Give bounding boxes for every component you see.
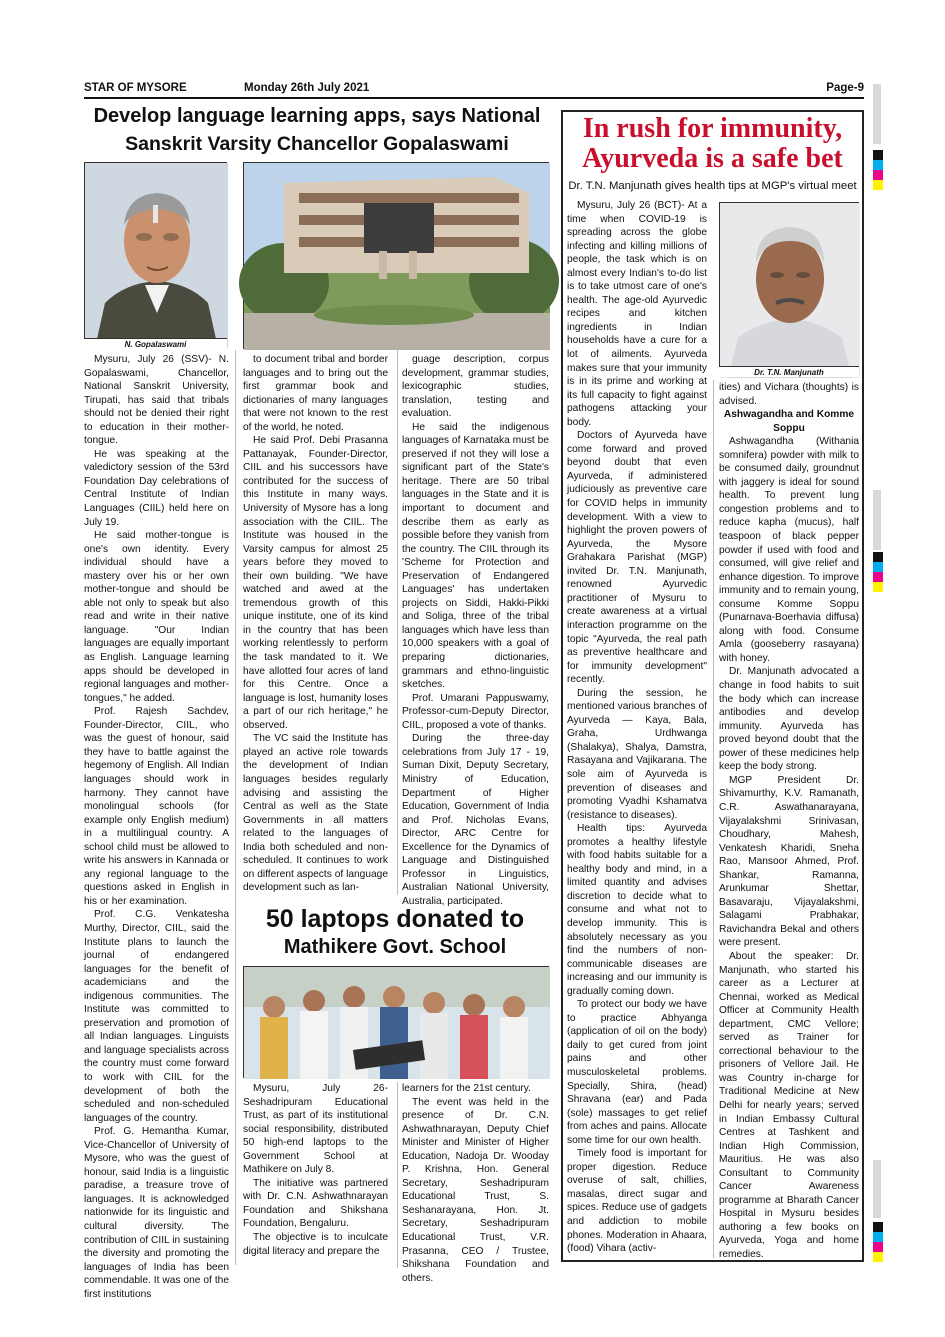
story1-headline-line2: Sanskrit Varsity Chancellor Gopalaswami bbox=[125, 133, 509, 155]
registration-gray-bar-bottom bbox=[873, 1160, 881, 1218]
page-header bbox=[84, 80, 864, 98]
cmyk-marks-3 bbox=[873, 1222, 883, 1262]
story2-paragraph: The objective is to inculcate digital literacy and prepare the bbox=[243, 1232, 388, 1257]
story3-column-1 bbox=[567, 199, 707, 1257]
story3-paragraph: ities) and Vichara (thoughts) is advised. bbox=[719, 382, 859, 407]
story3-paragraph: Ashwagandha (Withania somnifera) powder with milk to be consumed daily, groundnut with jaggery is ideal for sound health. To prevent lung congestion problems and to reduce kapha (mucus), half teaspoon of black pepper powder if used with food and consumed, will give relief and enhance digestion. To improve immunity and to remain young, consume Komme Soppu (Punarnava-Boerhavia diffusa) along with food. Consume Amla (gooseberry rasayana) with honey. bbox=[719, 436, 859, 664]
story1-column-2 bbox=[243, 353, 388, 898]
laptop-donation-photo bbox=[243, 966, 549, 1078]
story1-paragraph: He was speaking at the valedictory session of the 53rd Foundation Day celebrations of Central Institute of Indian Languages (CIIL) held here on July 19. bbox=[84, 448, 229, 528]
cmyk-marks-1 bbox=[873, 150, 883, 190]
story1-paragraph: He said the indigenous languages of Karnataka must be preserved if not they will lose a significant part of the State's heritage. There are 50 tribal languages in the State and it is important to document and describe them as early as possible before they vanish from the country. The CIIL through its 'Scheme for Protection and Preservation of Endangered Languages' has undertaken projects on Siddi, Hakki-Pikki and Soliga, three of the tribal languages which have less than 10,000 speakers with a goal of preparing dictionaries, grammars and ethno-linguistic sketches. bbox=[402, 421, 549, 691]
header-rule bbox=[84, 97, 864, 99]
story3-paragraph: About the speaker: Dr. Manjunath, who started his career as a Lecturer at Chennai, worked as Medical Officer at Community Health department, CMC Vellore; served as Trainer for correctional behaviour to the prisoners of Vellore Jail. He was Country in-charge for Traditional Medicine at New Delhi for nearly years; served in Indian Embassy Cultural Centres at Tashkent and Indian High Commission, Mauritius. He was also Consultant to Community Cancer Awareness programme at Bharath Cancer Hospital in Mysuru besides authoring a few books on Ayurveda, Yoga and home remedies. bbox=[719, 950, 859, 1260]
story2-paragraph: The event was held in the presence of Dr. C.N. Ashwathnarayan, Deputy Chief Minister and Minister of Higher Education, Nadoja Dr. Wooday P. Krishna, Hon. General Secretary, Seshadripuram Educational Trust, S. Seshanarayana, Hon. Jt. Secretary, Seshadripuram Educational Trust, V.R. Prasanna, CEO / Trustee, Shikshana Foundation and others. bbox=[402, 1096, 549, 1284]
manjunath-portrait-illustration bbox=[720, 203, 860, 378]
story2-headline-line2: Mathikere Govt. School bbox=[283, 936, 507, 958]
registration-gray-bar-top bbox=[873, 84, 881, 144]
story3-paragraph: Doctors of Ayurveda have come forward and proved beyond doubt that even Ayurveda, if administered judiciously as preventive care for COVID helps in immunity development. With a view to highlight the proven powers of Ayurveda, the Mysore Grahakara Parishat (MGP) invited Dr. T.N. Manjunath, renowned Ayurvedic practitioner of Mysuru to create awareness at a virtual interaction programme on the topic "Ayurveda, the real path as preventive healthcare and for immunity development" recently. bbox=[567, 430, 707, 686]
laptop-donation-illustration bbox=[244, 967, 550, 1079]
ciil-building-illustration bbox=[244, 163, 550, 350]
story3-headline bbox=[561, 114, 864, 174]
story2-paragraph: The initiative was partnered with Dr. C.N. Ashwathnarayan Foundation and Shikshana Foundation, Bengaluru. bbox=[243, 1177, 388, 1230]
story1-paragraph: Prof. Umarani Pappuswamy, Professor-cum-Deputy Director, CIIL, proposed a vote of thanks. bbox=[402, 692, 549, 731]
story1-column-1 bbox=[84, 353, 229, 1300]
story1-paragraph: guage description, corpus development, grammar studies, lexicographic studies, translation, testing and evaluation. bbox=[402, 354, 549, 420]
story2-paragraph: learners for the 21st century. bbox=[402, 1083, 531, 1094]
ciil-building-photo bbox=[243, 162, 549, 349]
story1-paragraph: Prof. C.G. Venkatesha Murthy, Director, CIIL, said the Institute plans to launch the journal of endangered languages for the benefit of academicians and the indigenous communities. The Institute was committed to preservation and promotion of all Indian languages. Linguists and language specialists across the country must come forward to work with CIIL for the development of both the scheduled and non-scheduled languages of the country. bbox=[84, 909, 229, 1124]
page-number: Page-9 bbox=[826, 82, 864, 94]
story1-paragraph: Prof. G. Hemantha Kumar, Vice-Chancellor of University of Mysore, who was the guest of honour, said India is a linguistic paradise, a treasure trove of languages. It is acknowledged nationwide for its linguistic and cultural diversity. The contribution of CIIL in sustaining the diversity and promoting the languages of India has been commendable. It was one of the first institutions bbox=[84, 1126, 229, 1300]
story3-paragraph: Health tips: Ayurveda promotes a healthy lifestyle with food habits suitable for a healthy body and mind, in a limited quantity and advises discretion to decide what to consume and what not to develop immunity. This is absolutely necessary as you find the numbers of non-communicable diseases are increasing and our immunity is gradually coming down. bbox=[567, 823, 707, 997]
manjunath-caption: Dr. T.N. Manjunath bbox=[719, 366, 859, 377]
story3-paragraph: MGP President Dr. Shivamurthy, K.V. Ramanath, C.R. Aswathanarayana, Vijayalakshmi Srinivasan, Choudhary, Mahesh, Venkatesh Kharidi, Sneha Rao, Mansoor Ahmed, Prof. Shankar, Ramanna, Arunkumar Shettar, Basavaraju, Vijayalakshmi, Salagami Prabhakar, Ravichandra Bekal and others were present. bbox=[719, 774, 859, 949]
story1-paragraph: During the three-day celebrations from July 17 - 19, Suman Dixit, Deputy Secretary, Ministry of Education, Department of Higher Education, Government of India and Prof. Nicholas Evans, Director, ARC Centre for Excellence for the Dynamics of Language and Distinguished Professor in Linguistics, Australian National University, Australia, participated. bbox=[402, 733, 549, 907]
story3-subhead: Dr. T.N. Manjunath gives health tips at MGP's virtual meet bbox=[568, 180, 857, 192]
issue-date: Monday 26th July 2021 bbox=[244, 82, 370, 94]
story2-paragraph: Mysuru, July 26- Seshadripuram Educational Trust, as part of its institutional social responsibility, distributed 50 high-end laptops to the Government School at Mathikere on July 8. bbox=[243, 1083, 388, 1176]
story3-column-2 bbox=[719, 381, 859, 1260]
story3-paragraph: Mysuru, July 26 (BCT)- At a time when COVID-19 is spreading across the globe infecting and killing millions of people, the task which is on almost every Indian's to-do list is to take utmost care of one's health. The age-old Ayurvedic recipes and kitchen ingredients in Indian households have a cure for a lot of ailments. Ayurveda makes sure that your immunity is in its prime and working at its full capacity to fight against pathogens attacking your body. bbox=[567, 200, 707, 428]
column-rule bbox=[397, 1082, 398, 1268]
column-rule bbox=[713, 380, 714, 1258]
story1-paragraph: to document tribal and border languages and to bring out the first grammar book and dictionaries of many languages that were not known to the rest of the world, he noted. bbox=[243, 354, 388, 433]
story1-paragraph: The VC said the Institute has played an active role towards the development of Indian languages besides regularly advising and assisting the Central as well as the State Governments in all matters related to the languages of India both scheduled and non-scheduled. It continues to work on different aspects of language development such as lan- bbox=[243, 733, 388, 894]
story3-paragraph: To protect our body we have to practice Abhyanga (application of oil on the body) daily to get cured from joint pains and other musculoskeletal problems. Specially, Shira, (head) Shravana (ear) and Pada (sole) massages to get relief from aches and pains. Allocate some time for our own health. bbox=[567, 999, 707, 1146]
story1-headline-line1: Develop language learning apps, says National bbox=[93, 105, 541, 127]
story1-column-3 bbox=[402, 353, 549, 907]
story1-paragraph: Mysuru, July 26 (SSV)- N. Gopalaswami, Chancellor, National Sanskrit University, Tirupati, has said that tribals should not be denied their right to education in their mother-tongue. bbox=[84, 354, 229, 447]
story3-paragraph: During the session, he mentioned various branches of Ayurveda — Kaya, Bala, Graha, Urdhwanga (Shalakya), Shalya, Damstra, Rasayana and Vajikarana. The sole aim of Ayurveda is prevention of diseases and promoting Vyadhi Kshamatva (resistance to diseases). bbox=[567, 687, 707, 821]
story2-column-1 bbox=[243, 1082, 388, 1268]
cmyk-marks-2 bbox=[873, 552, 883, 592]
story1-paragraph: Prof. Rajesh Sachdev, Founder-Director, CIIL, who was the guest of honour, said they have to battle against the hegemony of English. All Indian languages should work in harmony. They cannot have monolingual schools (for example only English medium) in a multilingual country. A school child must be allowed to write his answers in Kannada or any regional language to the questions asked in English in his or her examination. bbox=[84, 706, 229, 907]
column-rule bbox=[235, 350, 236, 1265]
story3-headline-line1: In rush for immunity, bbox=[582, 113, 843, 144]
registration-gray-bar-mid bbox=[873, 490, 881, 550]
story1-paragraph: He said mother-tongue is one's own identity. Every individual should have a mastery over his or her own mother-tongue and should be able not only to speak but also read and write in their native language. "Our Indian languages are equally important as English. Language learning apps should be developed in regional languages and mother-tongues," he added. bbox=[84, 530, 229, 704]
story2-headline bbox=[240, 904, 550, 960]
column-rule bbox=[397, 350, 398, 895]
story1-headline bbox=[84, 102, 550, 158]
manjunath-photo bbox=[719, 202, 859, 377]
story3-paragraph: Timely food is important for proper digestion. Reduce overuse of salt, chillies, masalas, direct sugar and spices. Reduce use of gadgets and addiction to mobile phones. Moderation in Ahaara, (food) Vihara (activ- bbox=[567, 1148, 707, 1255]
story2-headline-line1: 50 laptops donated to bbox=[265, 905, 525, 933]
gopalaswami-portrait-illustration bbox=[85, 163, 228, 348]
story2-column-2 bbox=[402, 1082, 549, 1284]
story3-paragraph: Dr. Manjunath advocated a change in food habits to suit the body which can increase antibodies and develop immunity. Ayurveda has proved beyond doubt that the power of these medicines help keep the body strong. bbox=[719, 666, 859, 773]
story1-paragraph: He said Prof. Debi Prasanna Pattanayak, Founder-Director, CIIL and his successors have contributed for the success of this Institute in many ways. University of Mysore has a long association with the CIIL. The Institute was housed in the Varsity campus for almost 25 years before they moved to their own building. "We have watched and awed at the tremendous growth of this unique institute, one of its kind in the country that has been working relentlessly to perform the task mandated to it. We have allotted four acres of land for this Centre. Once a language is lost, humanity loses a part of our rich heritage," he observed. bbox=[243, 435, 388, 731]
story3-subheading: Ashwagandha and Komme Soppu bbox=[723, 409, 855, 434]
story3-headline-line2: Ayurveda is a safe bet bbox=[582, 143, 843, 174]
publication-name: STAR OF MYSORE bbox=[84, 82, 187, 94]
gopalaswami-caption: N. Gopalaswami bbox=[84, 338, 227, 349]
gopalaswami-photo bbox=[84, 162, 227, 347]
